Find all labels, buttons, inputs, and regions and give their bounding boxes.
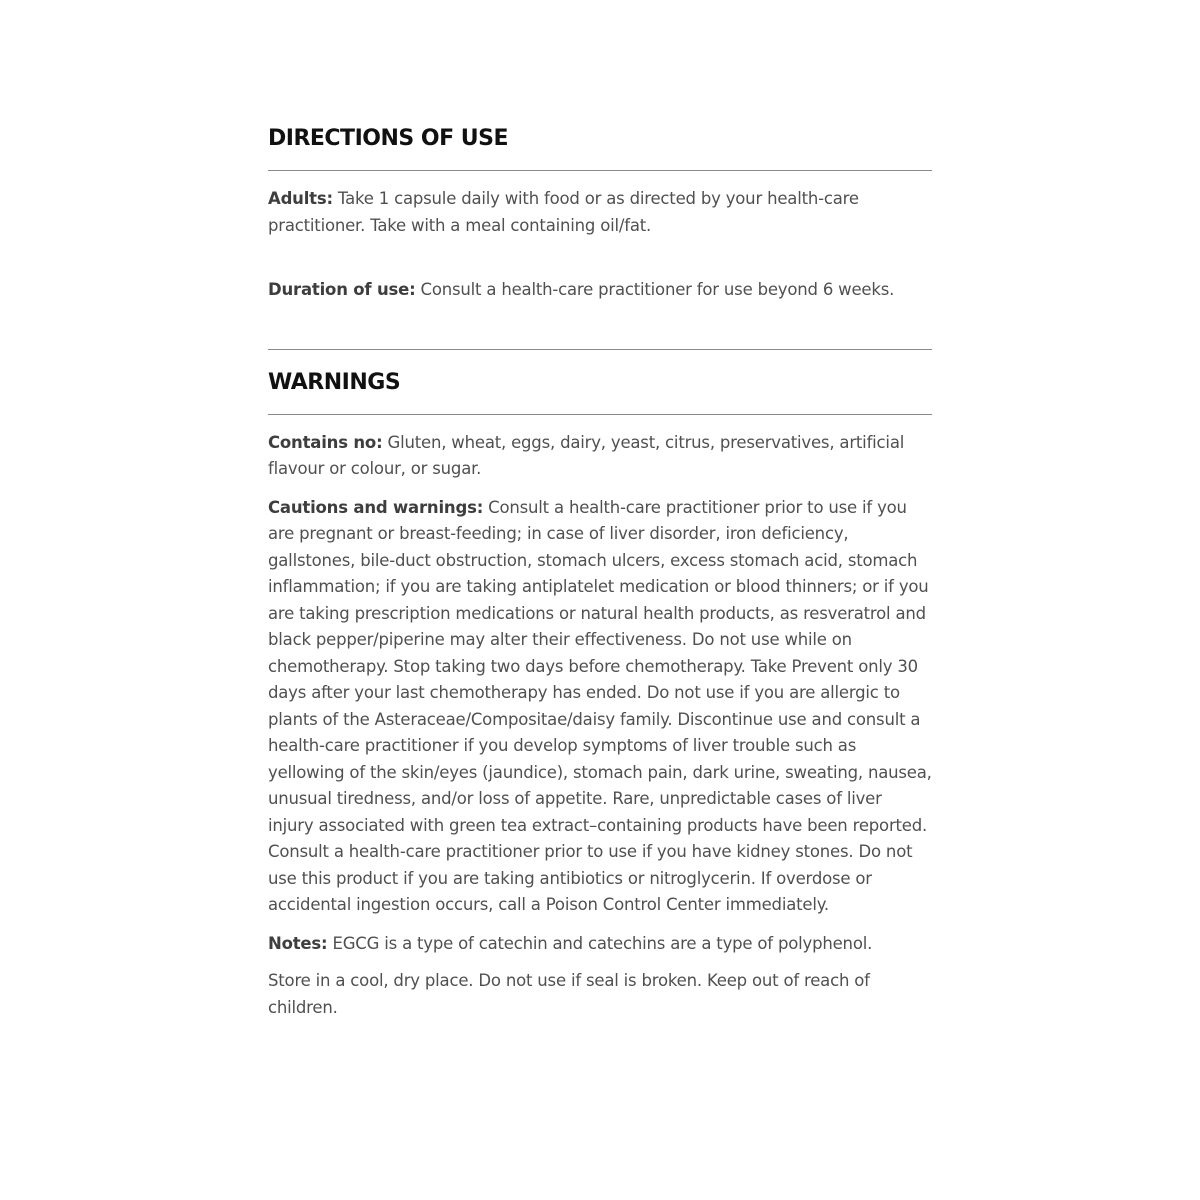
duration-text: Consult a health-care practitioner for use beyond 6 weeks. <box>415 280 895 299</box>
notes-text: EGCG is a type of catechin and catechins are a type of polyphenol. <box>327 933 873 953</box>
warnings-heading: WARNINGS <box>268 369 401 395</box>
adults-directions <box>268 186 932 239</box>
adults-text: Take 1 capsule daily with food or as directed by your health-care practitioner. Take with a meal containing oil/fat. <box>268 189 859 235</box>
contains-no <box>268 430 932 483</box>
contains-text: Gluten, wheat, eggs, dairy, yeast, citrus, preservatives, artificial flavour or colour, or sugar. <box>268 432 905 478</box>
contains-label: Contains no: <box>268 432 383 452</box>
storage-instructions: Store in a cool, dry place. Do not use if seal is broken. Keep out of reach of children. <box>268 971 870 1017</box>
notes <box>268 931 932 958</box>
duration-of-use <box>268 277 932 304</box>
adults-label: Adults: <box>268 189 333 208</box>
cautions-text: Consult a health-care practitioner prior to use if you are pregnant or breast-feeding; in case of liver disorder, iron deficiency, gallstones, bile-duct obstruction, stomach ulcers, excess stomach acid, stomach inflammation; if you are taking antiplatelet medication or blood thinners; or if you are taking prescription medications or natural health products, as resveratrol and black pepper/piperine may alter their effectiveness. Do not use while on chemotherapy. Stop taking two days before chemotherapy. Take Prevent only 30 days after your last chemotherapy has ended. Do not use if you are allergic to plants of the Asteraceae/Compositae/daisy family. Discontinue use and consult a health-care practitioner if you develop symptoms of liver trouble such as yellowing of the skin/eyes (jaundice), stomach pain, dark urine, sweating, nausea, unusual tiredness, and/or loss of appetite. Rare, unpredictable cases of liver injury associated with green tea extract–containing products have been reported. Consult a health-care practitioner prior to use if you have kidney stones. Do not use this product if you are taking antibiotics or nitroglycerin. If overdose or accidental ingestion occurs, call a Poison Control Center immediately. <box>268 497 932 914</box>
directions-heading-divider <box>268 170 932 171</box>
notes-label: Notes: <box>268 933 328 953</box>
label-document <box>268 124 932 1021</box>
cautions-and-warnings <box>268 495 932 919</box>
directions-heading: DIRECTIONS OF USE <box>268 126 508 151</box>
cautions-label: Cautions and warnings: <box>268 497 484 517</box>
duration-label: Duration of use: <box>268 280 416 299</box>
warnings-heading-divider <box>268 414 932 415</box>
section-divider <box>268 349 932 350</box>
